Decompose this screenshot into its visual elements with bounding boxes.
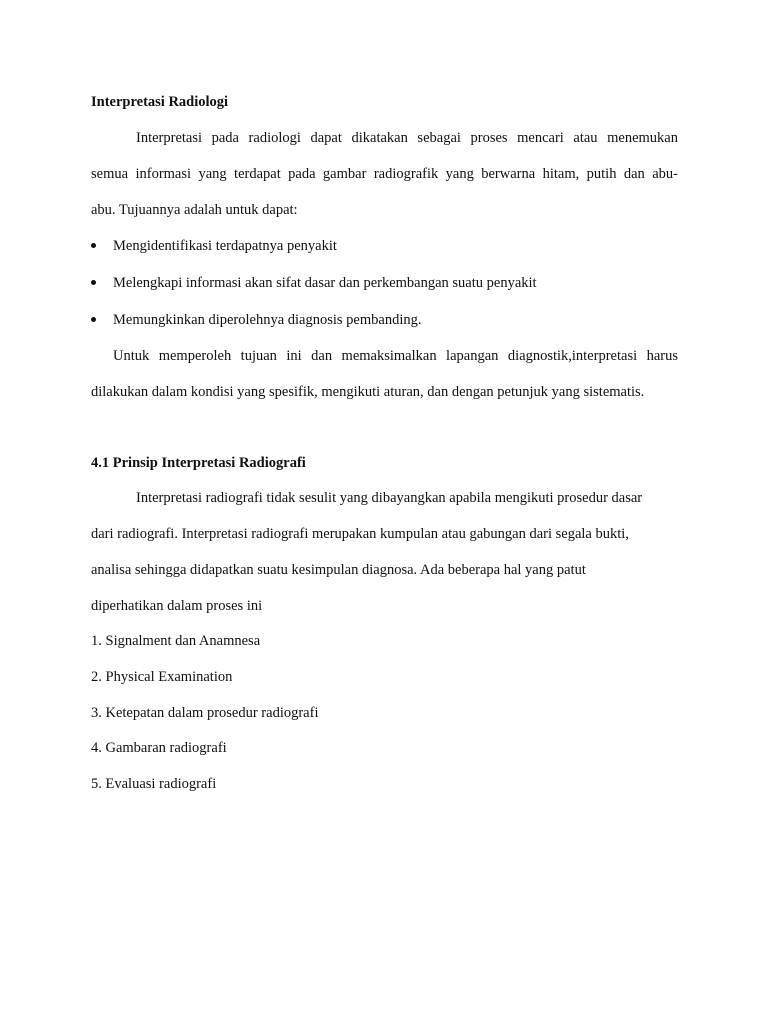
numbered-item: 5. Evaluasi radiografi <box>91 776 217 792</box>
paragraph-line: semua informasi yang terdapat pada gambar radiografik yang berwarna hitam, putih dan abu- <box>91 166 678 182</box>
paragraph-line: Interpretasi radiografi tidak sesulit yang dibayangkan apabila mengikuti prosedur dasar <box>136 490 643 506</box>
paragraph-line: abu. Tujuannya adalah untuk dapat: <box>91 202 298 218</box>
paragraph-line: Interpretasi pada radiologi dapat dikatakan sebagai proses mencari atau menemukan <box>136 130 678 146</box>
bullet-icon <box>91 243 96 248</box>
numbered-item: 2. Physical Examination <box>91 669 233 685</box>
section-title-prinsip-interpretasi: 4.1 Prinsip Interpretasi Radiografi <box>91 455 306 471</box>
numbered-item: 3. Ketepatan dalam prosedur radiografi <box>91 705 319 721</box>
bullet-icon <box>91 317 96 322</box>
section-title-interpretasi-radiologi: Interpretasi Radiologi <box>91 94 229 110</box>
bullet-item: Memungkinkan diperolehnya diagnosis pembanding. <box>113 312 422 328</box>
paragraph-line: Untuk memperoleh tujuan ini dan memaksimalkan lapangan diagnostik,interpretasi harus <box>113 348 678 364</box>
bullet-icon <box>91 280 96 285</box>
paragraph-line: analisa sehingga didapatkan suatu kesimpulan diagnosa. Ada beberapa hal yang patut <box>91 562 586 578</box>
bullet-item: Mengidentifikasi terdapatnya penyakit <box>113 238 337 254</box>
paragraph-line: diperhatikan dalam proses ini <box>91 598 263 614</box>
numbered-item: 4. Gambaran radiografi <box>91 740 227 756</box>
bullet-item: Melengkapi informasi akan sifat dasar dan perkembangan suatu penyakit <box>113 275 537 291</box>
numbered-item: 1. Signalment dan Anamnesa <box>91 633 261 649</box>
paragraph-line: dari radiografi. Interpretasi radiografi merupakan kumpulan atau gabungan dari segala bukti, <box>91 526 629 542</box>
paragraph-line: dilakukan dalam kondisi yang spesifik, mengikuti aturan, dan dengan petunjuk yang sistematis. <box>91 384 645 400</box>
